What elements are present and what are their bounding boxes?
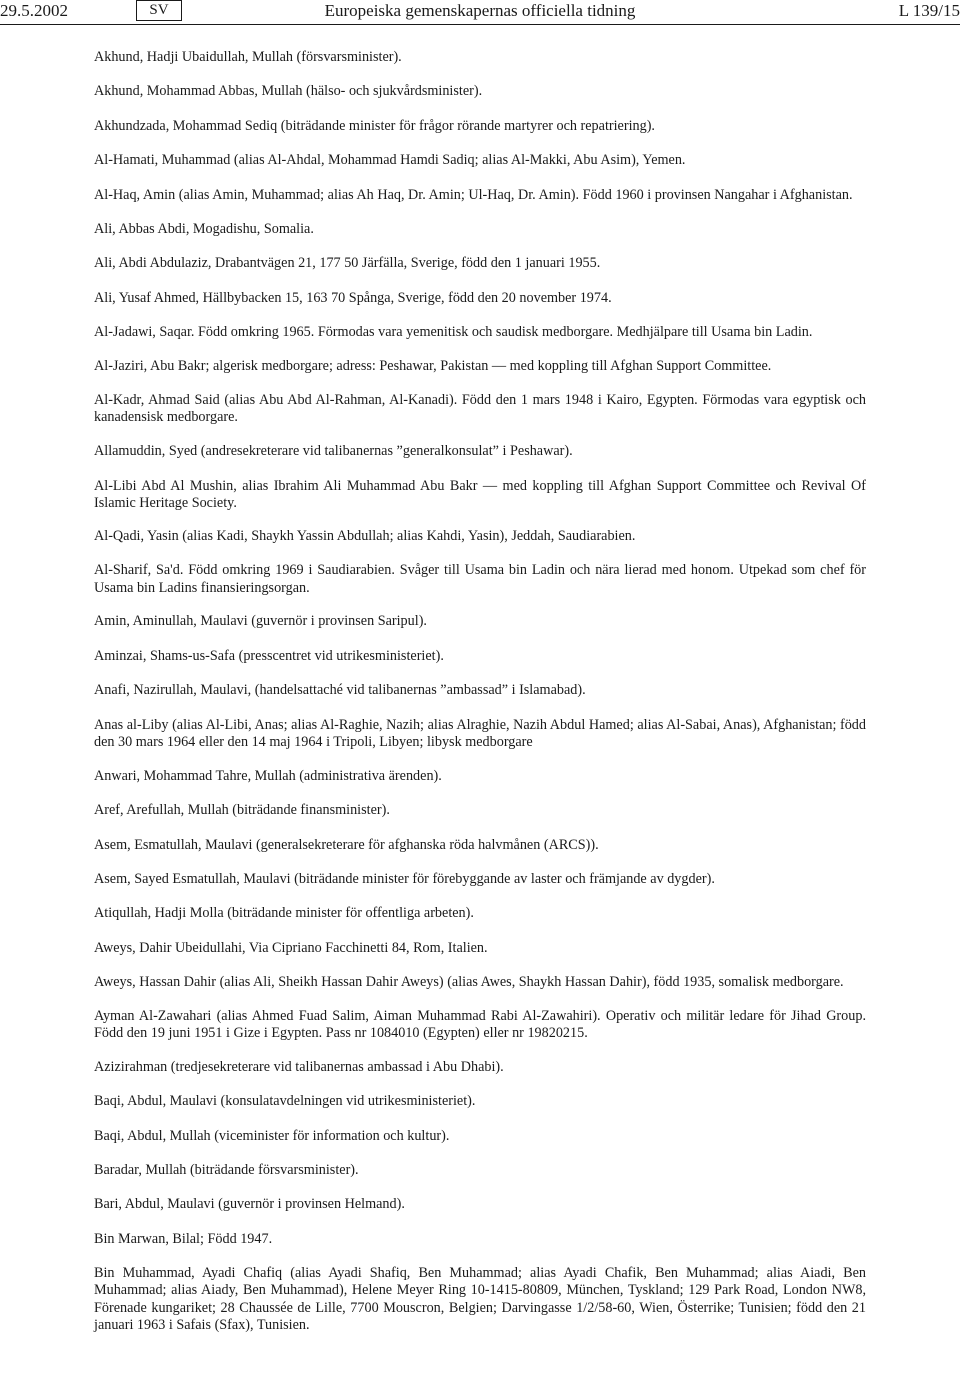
- list-entry: Aref, Arefullah, Mullah (biträdande finansminister).: [94, 802, 390, 819]
- list-entry: Al-Sharif, Sa'd. Född omkring 1969 i Saudiarabien. Svåger till Usama bin Ladin och nära lierad med honom. Utpekad som chef för Usama bin Ladins finansieringsorgan.: [94, 562, 866, 596]
- list-entry: Al-Jadawi, Saqar. Född omkring 1965. Förmodas vara yemenitisk och saudisk medborgare. Medhjälpare till Usama bin Ladin.: [94, 324, 813, 341]
- list-entry: Anas al-Liby (alias Al-Libi, Anas; alias Al-Raghie, Nazih; alias Alraghie, Nazih Abdul Hamed; alias Al-Sabai, Anas), Afghanistan; född den 30 mars 1964 eller den 14 maj 1964 i Tripoli, Libyen; libysk medborgare: [94, 716, 866, 750]
- list-entry: Bin Marwan, Bilal; Född 1947.: [94, 1230, 273, 1247]
- entry-list: [94, 49, 866, 1334]
- journal-title: Europeiska gemenskapernas officiella tidning: [324, 1, 636, 20]
- publication-date: 29.5.2002: [0, 1, 68, 20]
- list-entry: Asem, Esmatullah, Maulavi (generalsekreterare för afghanska röda halvmånen (ARCS)).: [94, 836, 599, 853]
- list-entry: Akhund, Mohammad Abbas, Mullah (hälso- och sjukvårdsminister).: [94, 83, 483, 100]
- list-entry: Al-Haq, Amin (alias Amin, Muhammad; alias Ah Haq, Dr. Amin; Ul-Haq, Dr. Amin). Född 1960 i provinsen Nangahar i Afghanistan.: [94, 186, 853, 203]
- list-entry: Atiqullah, Hadji Molla (biträdande minister för offentliga arbeten).: [94, 905, 474, 922]
- list-entry: Akhund, Hadji Ubaidullah, Mullah (försvarsminister).: [94, 49, 402, 65]
- list-entry: Amin, Aminullah, Maulavi (guvernör i provinsen Saripul).: [94, 613, 427, 630]
- list-entry: Al-Libi Abd Al Mushin, alias Ibrahim Ali Muhammad Abu Bakr — med koppling till Afghan Support Committee och Revival Of Islamic Heritage Society.: [94, 477, 866, 511]
- list-entry: Ayman Al-Zawahari (alias Ahmed Fuad Salim, Aiman Muhammad Rabi Al-Zawahiri). Operativ och militär ledare för Jihad Group. Född den 19 juni 1951 i Gize i Egypten. Pass nr 1084010 (Egypten) eller nr 19820215.: [94, 1007, 866, 1042]
- list-entry: Al-Jaziri, Abu Bakr; algerisk medborgare; adress: Peshawar, Pakistan — med koppling till Afghan Support Committee.: [94, 358, 772, 375]
- list-entry: Al-Hamati, Muhammad (alias Al-Ahdal, Mohammad Hamdi Sadiq; alias Al-Makki, Abu Asim), Yemen.: [94, 152, 686, 169]
- list-entry: Baqi, Abdul, Mullah (viceminister för information och kultur).: [94, 1127, 450, 1144]
- list-entry: Baradar, Mullah (biträdande försvarsminister).: [94, 1161, 359, 1178]
- list-entry: Bari, Abdul, Maulavi (guvernör i provinsen Helmand).: [94, 1196, 405, 1213]
- list-entry: Aweys, Dahir Ubeidullahi, Via Cipriano Facchinetti 84, Rom, Italien.: [94, 939, 488, 956]
- list-entry: Asem, Sayed Esmatullah, Maulavi (biträdande minister för förebyggande av laster och främjande av dygder).: [94, 870, 715, 887]
- list-entry: Ali, Abdi Abdulaziz, Drabantvägen 21, 177 50 Järfälla, Sverige, född den 1 januari 1955.: [94, 255, 601, 272]
- list-entry: Anafi, Nazirullah, Maulavi, (handelsattaché vid talibanernas ”ambassad” i Islamabad).: [94, 682, 586, 699]
- header-rule: [0, 24, 960, 25]
- list-entry: Al-Kadr, Ahmad Said (alias Abu Abd Al-Rahman, Al-Kanadi). Född den 1 mars 1948 i Kairo, Egypten. Förmodas vara egyptisk och kanadensisk medborgare.: [94, 391, 866, 425]
- list-entry: Aweys, Hassan Dahir (alias Ali, Sheikh Hassan Dahir Aweys) (alias Awes, Shaykh Hassan Dahir), född 1935, somalisk medborgare.: [94, 974, 844, 991]
- list-entry: Akhundzada, Mohammad Sediq (biträdande minister för frågor rörande martyrer och repatriering).: [94, 117, 655, 134]
- list-entry: Ali, Abbas Abdi, Mogadishu, Somalia.: [94, 220, 314, 237]
- page-reference: L 139/15: [898, 1, 960, 20]
- page-header: [0, 0, 960, 24]
- list-entry: Bin Muhammad, Ayadi Chafiq (alias Ayadi Shafiq, Ben Muhammad; alias Ayadi Chafik, Ben Muhammad; alias Aiadi, Ben Muhammad; alias Aiady, Ben Muhammad), Helene Meyer Ring 10-1415-80809, München, Tyskland; 129 Park Road, London NW8, Förenade kungariket; 28 Chaussée de Lille, 7700 Mouscron, Belgien; Darvingasse 1/2/58-60, Wien, Österrike; Tunisien; född den 21 januari 1963 i Safais (Sfax), Tunisien.: [94, 1265, 866, 1333]
- list-entry: Ali, Yusaf Ahmed, Hällbybacken 15, 163 70 Spånga, Sverige, född den 20 november 1974.: [94, 289, 612, 306]
- list-entry: Allamuddin, Syed (andresekreterare vid talibanernas ”generalkonsulat” i Peshawar).: [94, 443, 573, 460]
- list-entry: Al-Qadi, Yasin (alias Kadi, Shaykh Yassin Abdullah; alias Kahdi, Yasin), Jeddah, Saudiarabien.: [94, 528, 636, 545]
- language-code-box: SV: [136, 0, 182, 21]
- list-entry: Anwari, Mohammad Tahre, Mullah (administrativa ärenden).: [94, 767, 442, 784]
- list-entry: Baqi, Abdul, Maulavi (konsulatavdelningen vid utrikesministeriet).: [94, 1093, 476, 1110]
- list-entry: Azizirahman (tredjesekreterare vid talibanernas ambassad i Abu Dhabi).: [94, 1058, 504, 1075]
- list-entry: Aminzai, Shams-us-Safa (presscentret vid utrikesministeriet).: [94, 647, 444, 664]
